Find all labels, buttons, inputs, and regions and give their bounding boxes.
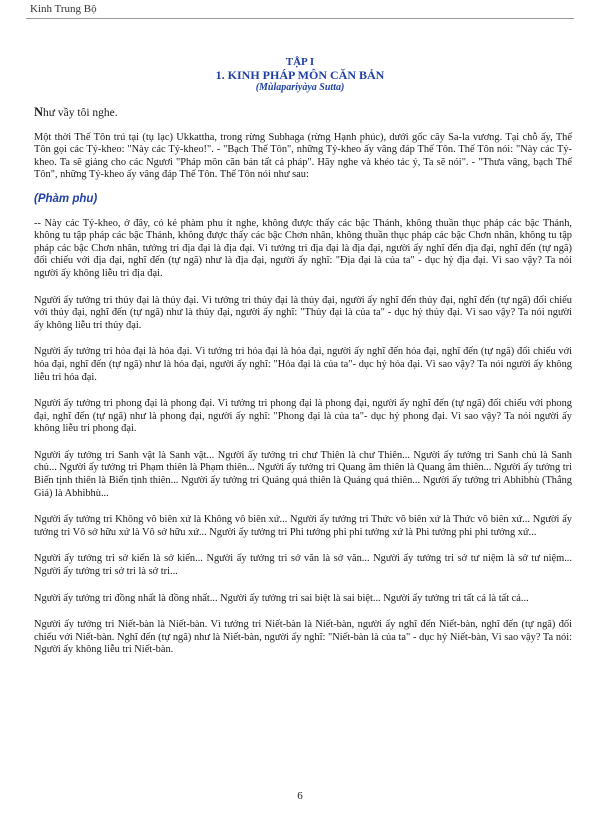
paragraph-9: Người ấy tưởng tri đồng nhất là đồng nhất... Người ấy tưởng tri sai biệt là sai biệt... Người ấy tưởng tri tất cả là tất cả... <box>34 592 529 604</box>
page-number: 6 <box>297 790 303 802</box>
paragraph-8: Người ấy tưởng tri sở kiến là sở kiến... Người ấy tưởng tri sở văn là sở văn... Người ấy tưởng tri sở tư niệm là sở tư niệm... Người ấy tưởng tri sở tri là sở tri... <box>34 553 572 578</box>
paragraph-3: Người ấy tưởng tri thủy đại là thủy đại. Vì tưởng tri thủy đại là thủy đại, người ấy nghĩ đến thủy đại, nghĩ đến (tự ngã) đối chiếu với thủy đại, nghĩ đến (tự ngã) như là thủy đại, người ấy nghĩ: "Thủy đại là của ta" - dục hỷ thủy đại. Vì sao vậy? Ta nói người ấy không liễu tri thủy đại. <box>34 294 572 331</box>
sutta-title: 1. KINH PHÁP MÔN CĂN BẢN <box>215 68 385 82</box>
paragraph-10: Người ấy tưởng tri Niết-bàn là Niết-bàn. Vì tưởng tri Niết-bàn là Niết-bàn, người ấy nghĩ đến Niết-bàn, nghĩ đến (tự ngã) đối chiếu với Niết-bàn. Nghĩ đến (tự ngã) như là Niết-bàn, người ấy nghĩ: "Niết-bàn là của ta" - dục hỷ Niết-bàn, Vì sao vậy? Ta nói: Người ấy không liễu tri Niết-bàn. <box>34 619 572 656</box>
intro-first-letter: N <box>34 105 44 119</box>
tap-label: TẬP I <box>285 56 315 68</box>
intro-rest: hư vầy tôi nghe. <box>43 107 118 119</box>
sutta-subtitle: (Mùlapariyàya Sutta) <box>255 82 345 93</box>
intro-line <box>34 106 572 120</box>
running-header: Kinh Trung Bộ <box>30 3 97 15</box>
title-block <box>0 56 600 93</box>
paragraph-1: Một thời Thế Tôn trú tại (tụ lạc) Ukkattha, trong rừng Subhaga (rừng Hạnh phúc), dưới gốc cây Sa-la vương. Tại chỗ ấy, Thế Tôn gọi các Tỷ-kheo: "Này các Tỷ-kheo!". - "Bạch Thế Tôn", những Tỷ-kheo ấy vâng đáp Thế Tôn. Thế Tôn nói: "Này các Tỷ-kheo. Ta sẽ giảng cho các Ngươi "Pháp môn căn bản tất cả pháp". Hãy nghe và khéo tác ý, Ta sẽ nói". - "Thưa vâng, bạch Thế Tôn", những Tỷ-kheo ấy vâng đáp Thế Tôn. Thế Tôn nói như sau: <box>34 131 572 181</box>
paragraph-2: -- Này các Tỷ-kheo, ở đây, có kẻ phàm phu ít nghe, không được thấy các bậc Thánh, không thuần thục pháp các bậc Thánh, không tu tập pháp các bậc Thánh, không được thấy các bậc Chơn nhân, không thuần thục pháp các bậc Chơn nhân, không tu tập pháp các bậc Chơn nhân, tưởng tri địa đại là địa đại. Vì tưởng tri địa đại là địa đại, người ấy nghĩ đến địa đại, nghĩ đến (tự ngã) đối chiếu với địa đại, nghĩ đến (tự ngã) như là địa đại, người ấy nghĩ: "Địa đại là của ta" - dục hỷ địa đại. Vì sao vậy? Ta nói người ấy không liễu tri địa đại. <box>34 217 572 279</box>
section-heading: (Phàm phu) <box>34 192 98 205</box>
paragraph-4: Người ấy tưởng tri hỏa đại là hỏa đại. Vì tưởng tri hỏa đại là hỏa đại, người ấy nghĩ đến hỏa đại, nghĩ đến (tự ngã) đối chiếu với hỏa đại, nghĩ đến (tự ngã) như là hỏa đại, người ấy nghĩ: "Hỏa đại là của ta"- dục hỷ hỏa đại. Vì sao vậy? Ta nói người ấy không liễu tri hỏa đại. <box>34 346 572 383</box>
header-rule <box>26 18 574 19</box>
body-text <box>34 106 572 657</box>
paragraph-5: Người ấy tưởng tri phong đại là phong đại. Vì tưởng tri phong đại là phong đại, người ấy nghĩ đến (tự ngã) đối chiếu với phong đại, nghĩ đến (tự ngã) như là phong đại, người ấy nghĩ: "Phong đại là của ta"- dục hỷ phong đại. Vì sao vậy? Ta nói người ấy không liễu tri phong đại. <box>34 398 572 435</box>
paragraph-7: Người ấy tưởng tri Không vô biên xứ là Không vô biên xứ... Người ấy tưởng tri Thức vô biên xứ là Thức vô biên xứ... Người ấy tưởng tri Vô sở hữu xứ là Vô sở hữu xứ... Người ấy tưởng tri Phi tưởng phi phi tưởng xứ là Phi tưởng phi phi tưởng xứ... <box>34 514 572 538</box>
paragraph-6: Người ấy tưởng tri Sanh vật là Sanh vật... Người ấy tưởng tri chư Thiên là chư Thiên... Người ấy tưởng tri Sanh chủ là Sanh chủ... Người ấy tưởng tri Phạm thiên là Phạm thiên... Người ấy tưởng tri Quang âm thiên là Quang âm thiên... Người ấy tưởng tri Biến tịnh thiên là Biến tịnh thiên... Người ấy tưởng tri Quảng quả thiên là Quảng quả thiên... Người ấy tưởng tri Abhibhù (Thắng Giả) là Abhibhù... <box>34 449 572 499</box>
